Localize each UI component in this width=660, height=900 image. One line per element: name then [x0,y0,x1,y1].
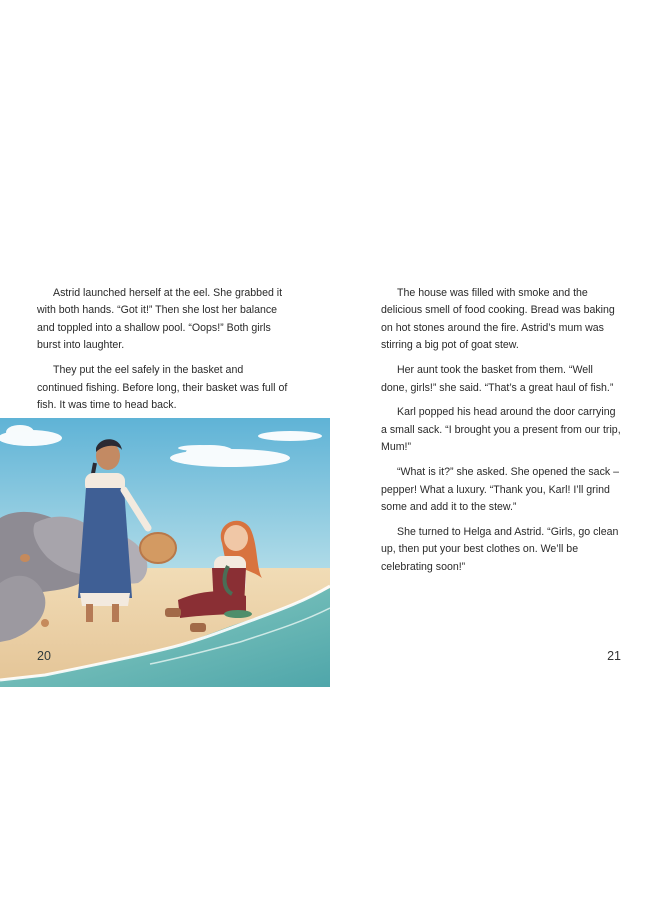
page-number: 21 [607,649,621,663]
left-page-text [37,285,289,422]
paragraph: The house was filled with smoke and the delicious smell of food cooking. Bread was baking on hot stones around the fire. Astrid’s mum was stirring a big pot of goat stew. [381,287,615,352]
paragraph: They put the eel safely in the basket and continued fishing. Before long, their basket was full of fish. It was time to head back. [37,364,288,411]
paragraph: Karl popped his head around the door carrying a small sack. “I brought you a present from our trip, Mum!” [381,406,621,454]
basket [140,533,176,563]
right-page-text [381,285,621,584]
beach-illustration [0,418,330,687]
right-page [330,0,660,900]
paragraph: She turned to Helga and Astrid. “Girls, go clean up, then put your best clothes on. We’ll be celebrating soon!” [381,525,619,573]
paragraph: Astrid launched herself at the eel. She grabbed it with both hands. “Got it!” Then she lost her balance and toppled into a shallow pool. “Oops!” Both girls burst into laughter. [37,287,283,352]
paragraph: Her aunt took the basket from them. “Well done, girls!” she said. “That’s a great haul of fish.” [381,364,614,394]
page-number: 20 [37,649,51,663]
paragraph: “What is it?” she asked. She opened the sack – pepper! What a luxury. “Thank you, Karl! I’ll grind some and add it to the stew.” [381,466,620,513]
